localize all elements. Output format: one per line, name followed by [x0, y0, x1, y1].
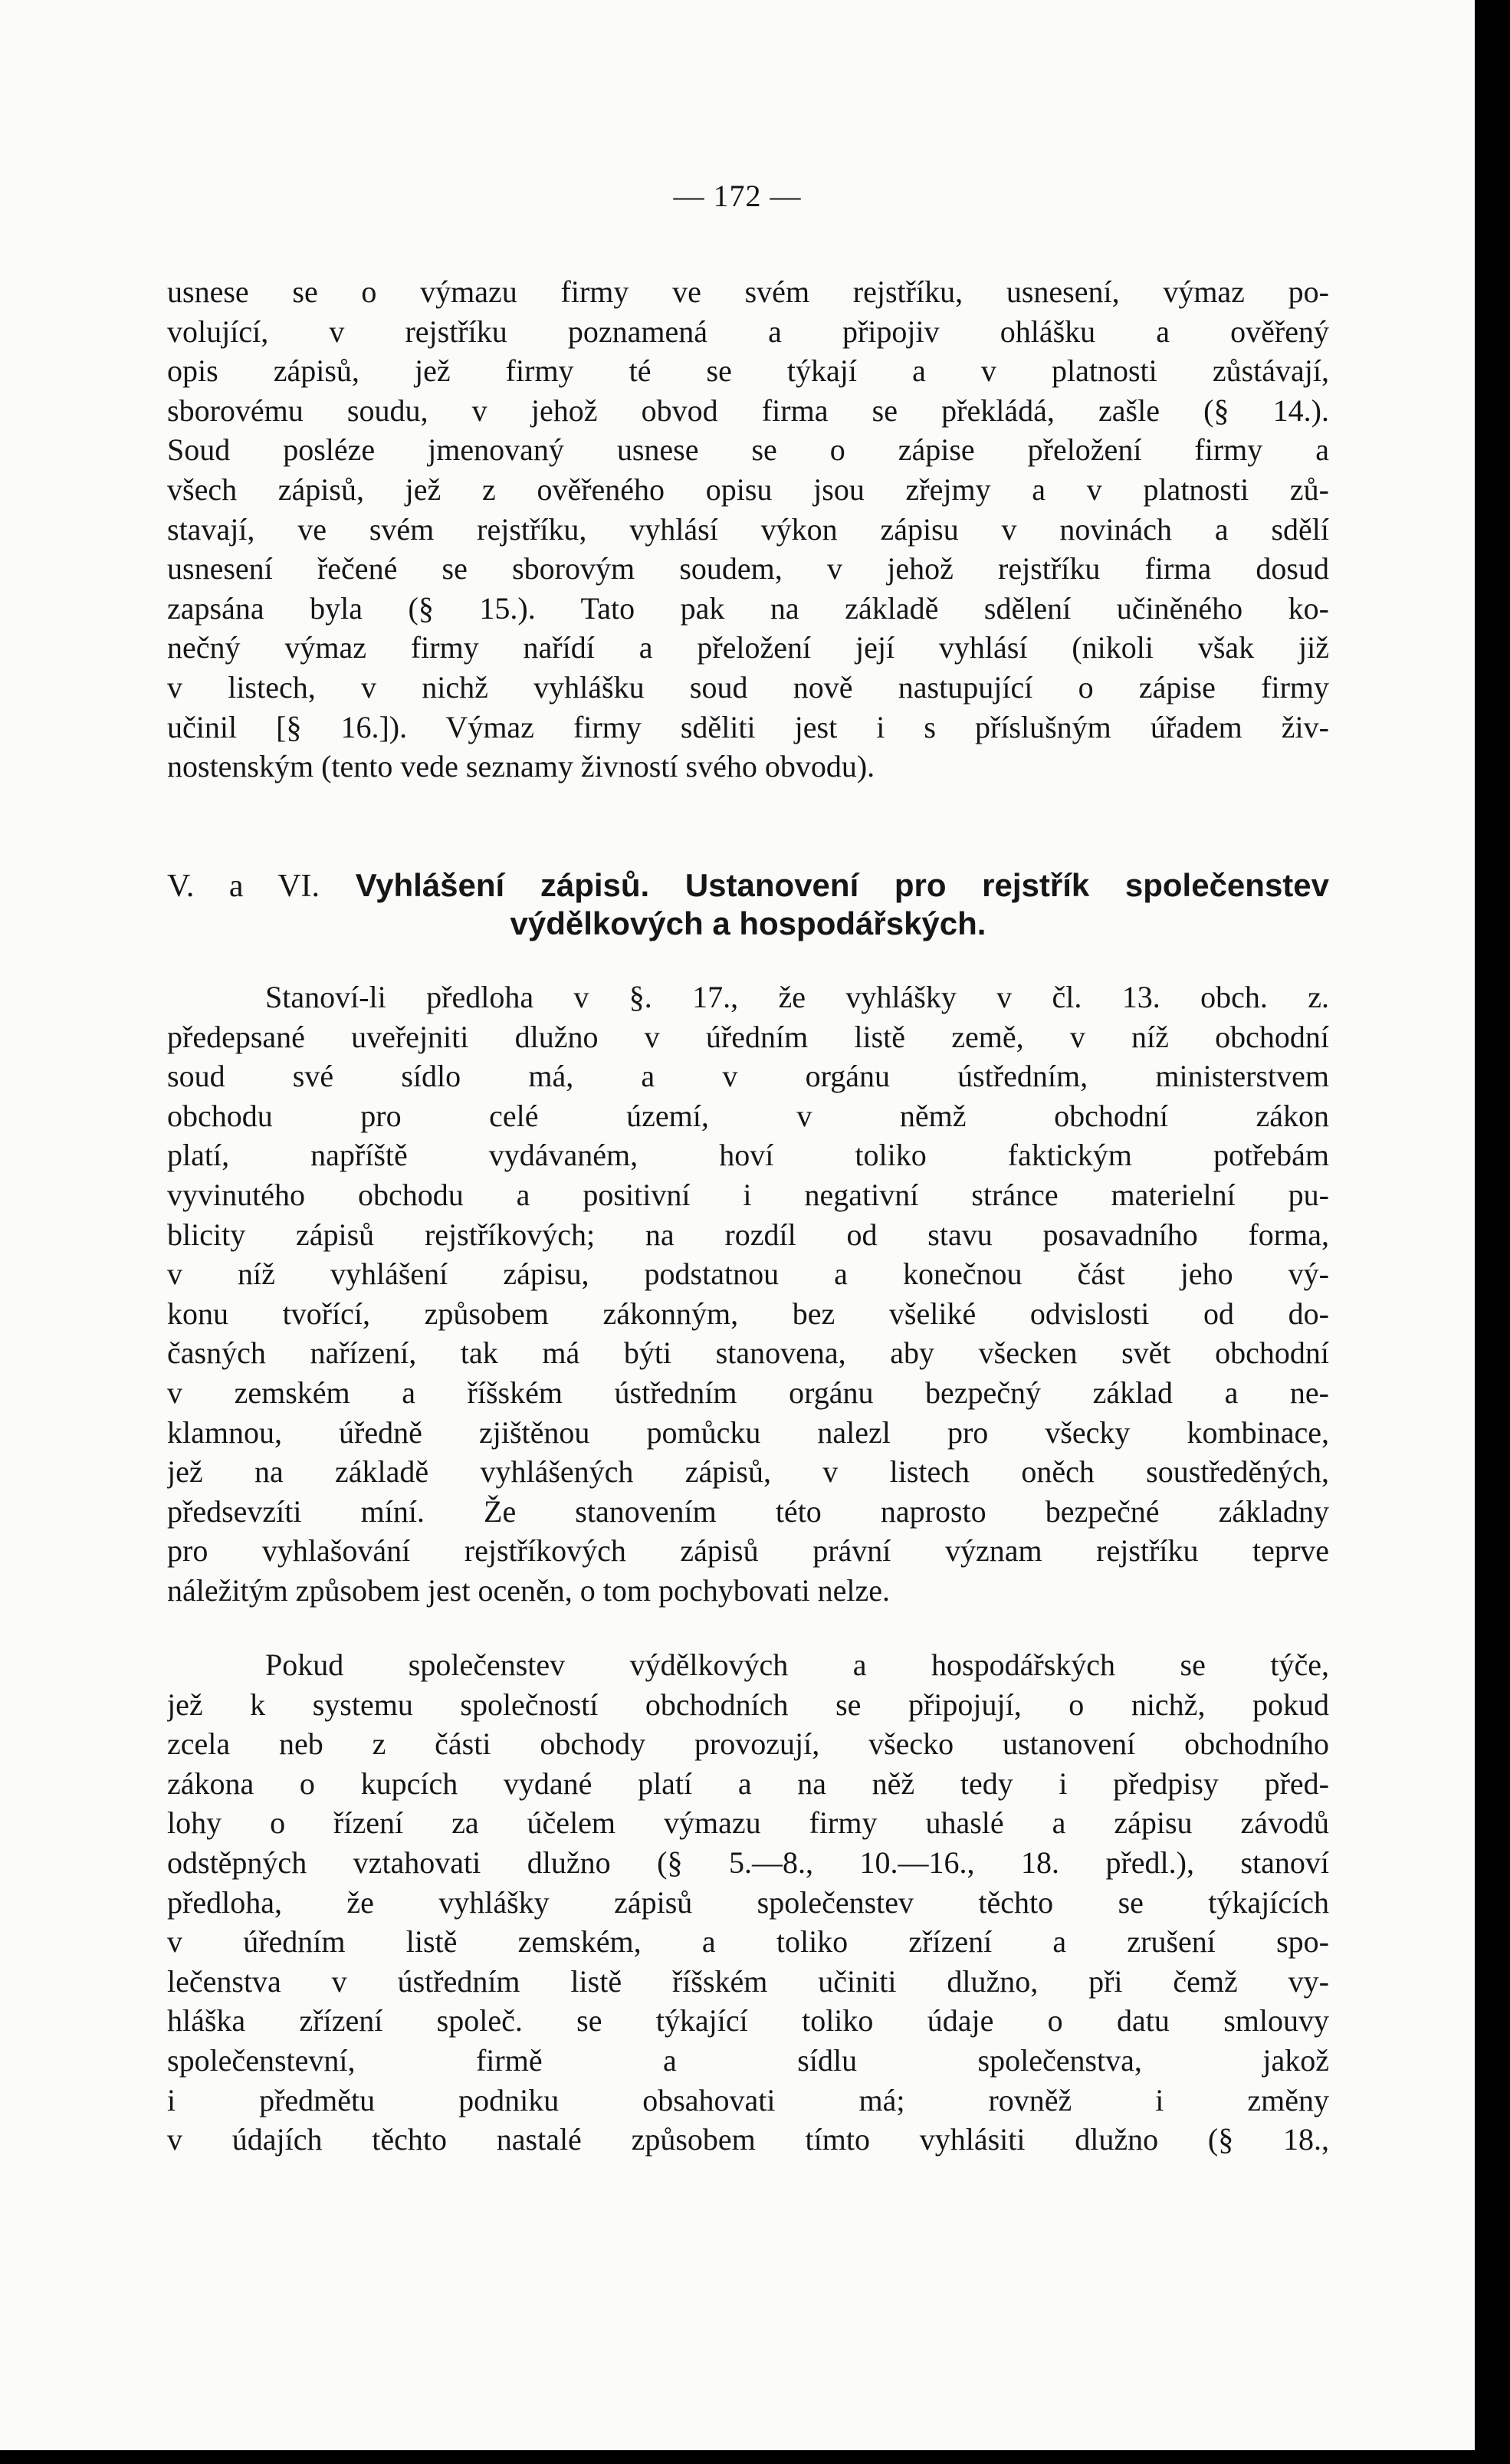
- text-line: usnesení řečené se sborovým soudem, v jehož rejstříku firma dosud: [167, 551, 1329, 586]
- text-line: soud své sídlo má, a v orgánu ústředním, ministerstvem: [167, 1059, 1329, 1094]
- text-line: v úředním listě zemském, a toliko zřízení a zrušení spo-: [167, 1924, 1329, 1960]
- text-line: i předmětu podniku obsahovati má; rovněž i změny: [167, 2082, 1329, 2117]
- text-line: učinil [§ 16.]). Výmaz firmy sděliti jest i s příslušným úřadem živ-: [167, 709, 1329, 744]
- text-line: náležitým způsobem jest oceněn, o tom pochybovati nelze.: [167, 1572, 891, 1608]
- text-line: opis zápisů, jež firmy té se týkají a v platnosti zůstávají,: [167, 353, 1329, 389]
- text-line: stavají, ve svém rejstříku, vyhlásí výkon zápisu v novinách a sdělí: [167, 511, 1329, 547]
- text-line: vyvinutého obchodu a positivní i negativní stránce materielní pu-: [167, 1177, 1329, 1212]
- text-line: odstěpných vztahovati dlužno (§ 5.—8., 10.—16., 18. předl.), stanoví: [167, 1845, 1329, 1880]
- text-line: sborovému soudu, v jehož obvod firma se překládá, zašle (§ 14.).: [167, 393, 1329, 428]
- scan-edge-right: [1475, 0, 1510, 2464]
- text-line: volující, v rejstříku poznamená a připojiv ohlášku a ověřený: [167, 314, 1329, 349]
- text-line: nečný výmaz firmy nařídí a přeložení její vyhlásí (nikoli však již: [167, 630, 1329, 665]
- text-line: zákona o kupcích vydané platí a na něž tedy i předpisy před-: [167, 1766, 1329, 1801]
- paragraph-3: [167, 1645, 1329, 2160]
- section-heading-line-1: [167, 866, 1329, 905]
- text-line: předsevzíti míní. Že stanovením této naprosto bezpečné základny: [167, 1493, 1329, 1529]
- text-line: klamnou, úředně zjištěnou pomůcku nalezl pro všecky kombinace,: [167, 1414, 1329, 1450]
- text-line: konu tvořící, způsobem zákonným, bez všeliké odvislosti od do-: [167, 1296, 1329, 1331]
- text-line: předepsané uveřejniti dlužno v úředním listě země, v níž obchodní: [167, 1019, 1329, 1054]
- text-line: v zemském a říšském ústředním orgánu bezpečný základ a ne-: [167, 1375, 1329, 1410]
- section-title-part-1: Vyhlášení zápisů. Ustanovení pro rejstřík společenstev: [355, 867, 1329, 903]
- text-line: zapsána byla (§ 15.). Tato pak na základě sdělení učiněného ko-: [167, 590, 1329, 626]
- paragraph-1: [167, 272, 1329, 787]
- text-line: lečenstva v ústředním listě říšském učiniti dlužno, při čemž vy-: [167, 1963, 1329, 1999]
- text-line: jež na základě vyhlášených zápisů, v listech oněch soustředěných,: [167, 1454, 1329, 1490]
- section-title-part-2: výdělkových a hospodářských.: [510, 905, 986, 941]
- section-number: V. a VI.: [167, 869, 320, 904]
- text-line: usnese se o výmazu firmy ve svém rejstříku, usnesení, výmaz po-: [167, 274, 1329, 309]
- text-line: Soud posléze jmenovaný usnese se o zápise přeložení firmy a: [167, 432, 1329, 468]
- text-line: nostenským (tento vede seznamy živností svého obvodu).: [167, 749, 875, 784]
- text-line: v níž vyhlášení zápisu, podstatnou a konečnou část jeho vý-: [167, 1257, 1329, 1292]
- text-line: platí, napříště vydávaném, hoví toliko faktickým potřebám: [167, 1138, 1329, 1173]
- text-line: hláška zřízení společ. se týkající toliko údaje o datu smlouvy: [167, 2003, 1329, 2039]
- page-number: — 172 —: [673, 179, 802, 213]
- text-line: všech zápisů, jež z ověřeného opisu jsou zřejmy a v platnosti zů-: [167, 471, 1329, 507]
- section-heading: [167, 866, 1329, 943]
- text-line: v údajích těchto nastalé způsobem tímto vyhlásiti dlužno (§ 18.,: [167, 2122, 1329, 2157]
- text-line: blicity zápisů rejstříkových; na rozdíl od stavu posavadního forma,: [167, 1217, 1329, 1252]
- text-line: jež k systemu společností obchodních se připojují, o nichž, pokud: [167, 1687, 1329, 1722]
- text-line: časných nařízení, tak má býti stanovena, aby všecken svět obchodní: [167, 1335, 1329, 1371]
- scan-edge-bottom: [0, 2450, 1510, 2464]
- text-line: pro vyhlašování rejstříkových zápisů právní význam rejstříku teprve: [167, 1533, 1329, 1569]
- text-line: Stanoví-li předloha v §. 17., že vyhlášky v čl. 13. obch. z.: [265, 980, 1329, 1014]
- text-line: zcela neb z části obchody provozují, všecko ustanovení obchodního: [167, 1726, 1329, 1762]
- text-line: v listech, v nichž vyhlášku soud nově nastupující o zápise firmy: [167, 669, 1329, 705]
- text-line: předloha, že vyhlášky zápisů společenstev těchto se týkajících: [167, 1884, 1329, 1920]
- text-line: lohy o řízení za účelem výmazu firmy uhaslé a zápisu závodů: [167, 1805, 1329, 1841]
- paragraph-2: [167, 977, 1329, 1611]
- text-line: společenstevní, firmě a sídlu společenstva, jakož: [167, 2042, 1329, 2078]
- text-line: Pokud společenstev výdělkových a hospodářských se týče,: [265, 1648, 1329, 1682]
- text-line: obchodu pro celé území, v němž obchodní zákon: [167, 1098, 1329, 1133]
